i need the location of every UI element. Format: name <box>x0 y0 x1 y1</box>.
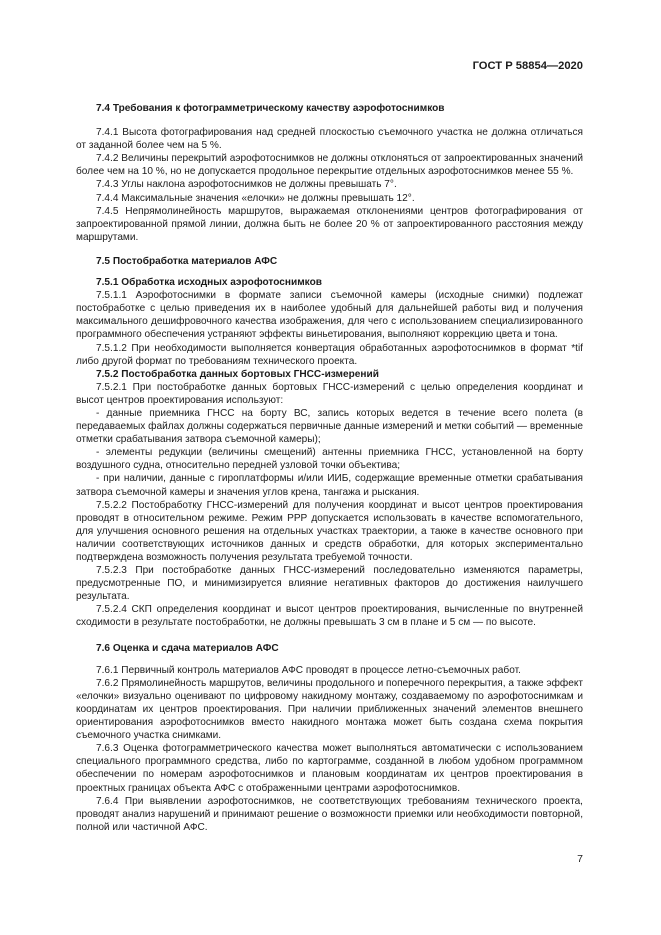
paragraph-7-6-1: 7.6.1 Первичный контроль материалов АФС проводят в процессе летно-съемочных работ. <box>96 664 521 676</box>
paragraph-7-6-2: 7.6.2 Прямолинейность маршрутов, величины продольного и поперечного перекрытия, а также эффект «елочки» визуально оценивают по цифровому накидному монтажу, создаваемому по аэрофотоснимкам и координатам их центров проектирования. При наличии приближенных значений элементов внешнего ориентирования аэрофотоснимков вместо накидного монтажа может быть создана схема покрытия съемочного участка снимками. <box>76 677 583 742</box>
paragraph-7-5-2-1: 7.5.2.1 При постобработке данных бортовых ГНСС-измерений с целью определения координат и высот центров проектирования используют: <box>76 381 583 406</box>
list-item-gnss-receiver: - данные приемника ГНСС на борту ВС, запись которых ведется в течение всего полета (в передаваемых файлах должны содержаться первичные данные измерений и метки событий — временные отметки срабатывания затвора съемочной камеры); <box>76 407 583 446</box>
section-7-4-heading: 7.4 Требования к фотограмметрическому качеству аэрофотоснимков <box>96 103 445 114</box>
section-7-5-1-heading: 7.5.1 Обработка исходных аэрофотоснимков <box>96 277 322 289</box>
paragraph-7-5-1-2: 7.5.1.2 При необходимости выполняется конвертация обработанных аэрофотоснимков в формат *tif либо другой формат по требованиям технического проекта. <box>76 342 583 367</box>
paragraph-7-5-1-1: 7.5.1.1 Аэрофотоснимки в формате записи съемочной камеры (исходные снимки) подлежат постобработке с целью приведения их в наиболее удобный для дальнейшей работы вид и получения максимального дешифровочного качества изображения, для чего с использованием специализированного программного обеспечения устраняют эффекты виньетирования, выполняют коррекцию цвета и тона. <box>76 290 583 341</box>
paragraph-7-6-4: 7.6.4 При выявлении аэрофотоснимков, не соответствующих требованиям технического проекта, проводят анализ нарушений и принимают решение о возможности приемки или необходимости повторной, полной или частичной АФС. <box>76 795 583 833</box>
paragraph-7-4-1: 7.4.1 Высота фотографирования над средней плоскостью съемочного участка не должна отличаться от заданной более чем на 5 %. <box>76 127 583 152</box>
section-7-5-2-heading: 7.5.2 Постобработка данных бортовых ГНСС-измерений <box>96 368 379 380</box>
paragraph-7-6-3: 7.6.3 Оценка фотограмметрического качества может выполняться автоматически с использованием специального программного средства, либо по картограмме, созданной в любом удобном программном обеспечении по номерам аэрофотоснимков и плановым координатам их центров проектирования в проектных границах объекта АФС с отображенными центрами аэрофотоснимков. <box>76 743 583 794</box>
list-item-antenna-offsets: - элементы редукции (величины смещений) антенны приемника ГНСС, установленной на борту воздушного судна, относительно передней узловой точки объектива; <box>76 447 583 472</box>
paragraph-7-5-2-3: 7.5.2.3 При постобработке данных ГНСС-измерений последовательно изменяются параметры, предусмотренные ПО, и минимизируется влияние негативных факторов до достижения наилучшего результата. <box>76 565 583 603</box>
list-item-gyro-platform: - при наличии, данные с гироплатформы и/или ИИБ, содержащие временные отметки срабатывания затвора съемочной камеры и значения углов крена, тангажа и рыскания. <box>76 473 583 498</box>
section-7-5-heading: 7.5 Постобработка материалов АФС <box>96 255 278 267</box>
paragraph-7-4-3: 7.4.3 Углы наклона аэрофотоснимков не должны превышать 7°. <box>96 179 397 191</box>
paragraph-7-5-2-2: 7.5.2.2 Постобработку ГНСС-измерений для получения координат и высот центров проектирования проводят в относительном режиме. Режим PPP допускается использовать в качестве вспомогательного, для улучшения основного решения на отдельных участках траектории, а также в качестве основного при наличии соответствующих источников данных и средств обработки, для которых экспериментально подтверждена возможность получения результата требуемой точности. <box>76 499 583 563</box>
paragraph-7-4-4: 7.4.4 Максимальные значения «елочки» не должны превышать 12°. <box>96 192 415 204</box>
paragraph-7-4-5: 7.4.5 Непрямолинейность маршрутов, выражаемая отклонениями центров фотографирования от запроектированной прямой линии, должна быть не более 20 % от запроектированного расстояния между маршрутами. <box>76 205 583 243</box>
page-number: 7 <box>577 853 583 865</box>
section-7-6-heading: 7.6 Оценка и сдача материалов АФС <box>96 642 279 654</box>
standard-header: ГОСТ Р 58854—2020 <box>472 60 583 72</box>
paragraph-7-5-2-4: 7.5.2.4 СКП определения координат и высот центров проектирования, вычисленные по внутренней сходимости в результате постобработки, не должны превышать 3 см в плане и 5 см — по высоте. <box>76 604 583 629</box>
paragraph-7-4-2: 7.4.2 Величины перекрытий аэрофотоснимков не должны отклоняться от запроектированных значений более чем на 10 %, но не допускается продольное перекрытие отдельных аэрофотоснимков менее 55 %. <box>76 153 583 178</box>
